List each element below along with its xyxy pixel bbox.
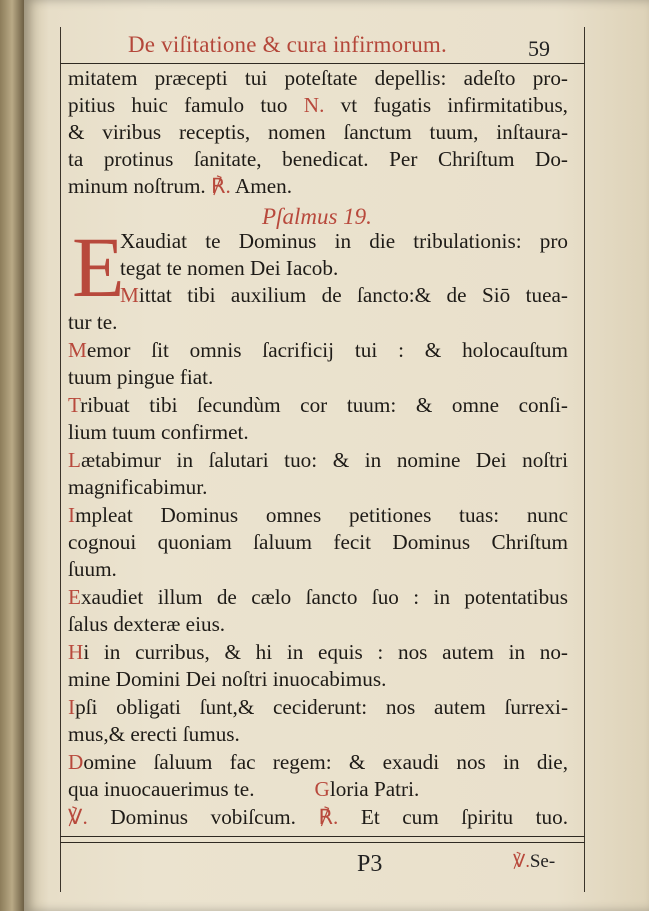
psalm-heading: Pſalmus 19. <box>262 204 372 229</box>
verse-line: Exaudiet illum de cælo ſancto ſuo : in potentatibus <box>68 585 568 609</box>
verse-line: Hi in curribus, & hi in equis : nos autem in no- <box>68 640 568 664</box>
verse-initial: M <box>68 338 87 362</box>
verse-line: qua inuocauerimus te. Gloria Patri. <box>68 777 420 801</box>
verse-line: ſalus dexteræ eius. <box>68 612 226 636</box>
text-line: mitatem præcepti tui poteſtate depellis: adeſto pro- <box>68 66 568 90</box>
signature-mark: P3 <box>357 851 383 877</box>
response-mark: ℟. <box>318 805 339 829</box>
gloria-initial: G <box>314 777 330 801</box>
verse-line: magnificabimur. <box>68 475 208 499</box>
page-number: 59 <box>528 36 550 61</box>
text-line: & viribus receptis, nomen ſanctum tuum, inſtaura- <box>68 120 568 144</box>
footer-rule-double <box>60 842 585 843</box>
catchword: ℣.Se- <box>513 851 556 872</box>
versicle-mark: ℣. <box>68 805 88 829</box>
verse-initial: E <box>68 585 81 609</box>
verse-line: Memor ſit omnis ſacrificij tui : & holocauſtum <box>68 338 568 362</box>
versicle-line: ℣. Dominus vobiſcum. ℟. Et cum ſpiritu tuo. <box>68 805 569 829</box>
verse-line: ſuum. <box>68 557 117 581</box>
verse-line: Lætabimur in ſalutari tuo: & in nomine Dei noſtri <box>68 448 568 472</box>
verse-line: Ipſi obligati ſunt,& ceciderunt: nos autem ſurrexi- <box>68 695 568 719</box>
footer-rule <box>60 836 585 837</box>
facing-page-edge <box>0 0 24 911</box>
verse-initial: I <box>68 695 76 719</box>
verse-line: tuum pingue fiat. <box>68 365 214 389</box>
text-line: ta protinus ſanitate, benedicat. Per Chriſtum Do- <box>68 147 568 171</box>
name-rubric: N. <box>303 93 325 117</box>
text-line: minum noſtrum. ℟. Amen. <box>68 174 293 198</box>
verse-line: Domine ſaluum fac regem: & exaudi nos in die, <box>68 750 568 774</box>
verse-initial: H <box>68 640 84 664</box>
verse-initial: I <box>68 503 76 527</box>
verse-initial: M <box>120 283 139 307</box>
verse-initial: T <box>68 393 81 417</box>
running-head: De viſitatione & cura infirmorum. <box>128 32 447 57</box>
verse-line: Impleat Dominus omnes petitiones tuas: nunc <box>68 503 568 527</box>
text-line: pitius huic famulo tuo N. vt fugatis infirmitatibus, <box>68 93 568 117</box>
header-rule <box>60 63 585 64</box>
versicle-mark: ℣. <box>513 851 530 871</box>
verse-line: tur te. <box>68 310 118 334</box>
verse-line: mine Domini Dei noſtri inuocabimus. <box>68 667 387 691</box>
verse-initial: L <box>68 448 81 472</box>
drop-cap: E <box>72 219 125 315</box>
verse-line: Mittat tibi auxilium de ſancto:& de Siō tuea- <box>120 283 568 307</box>
verse-line: Tribuat tibi ſecundùm cor tuum: & omne conſi- <box>68 393 568 417</box>
response-mark: ℟. <box>211 174 231 198</box>
verse-line: tegat te nomen Dei Iacob. <box>120 256 339 280</box>
verse-line: cognoui quoniam ſaluum fecit Dominus Chriſtum <box>68 530 568 554</box>
verse-line: mus,& erecti ſumus. <box>68 722 240 746</box>
verse-line: Xaudiat te Dominus in die tribulationis: pro <box>120 229 568 253</box>
verse-initial: D <box>68 750 84 774</box>
verse-line: lium tuum confirmet. <box>68 420 249 444</box>
